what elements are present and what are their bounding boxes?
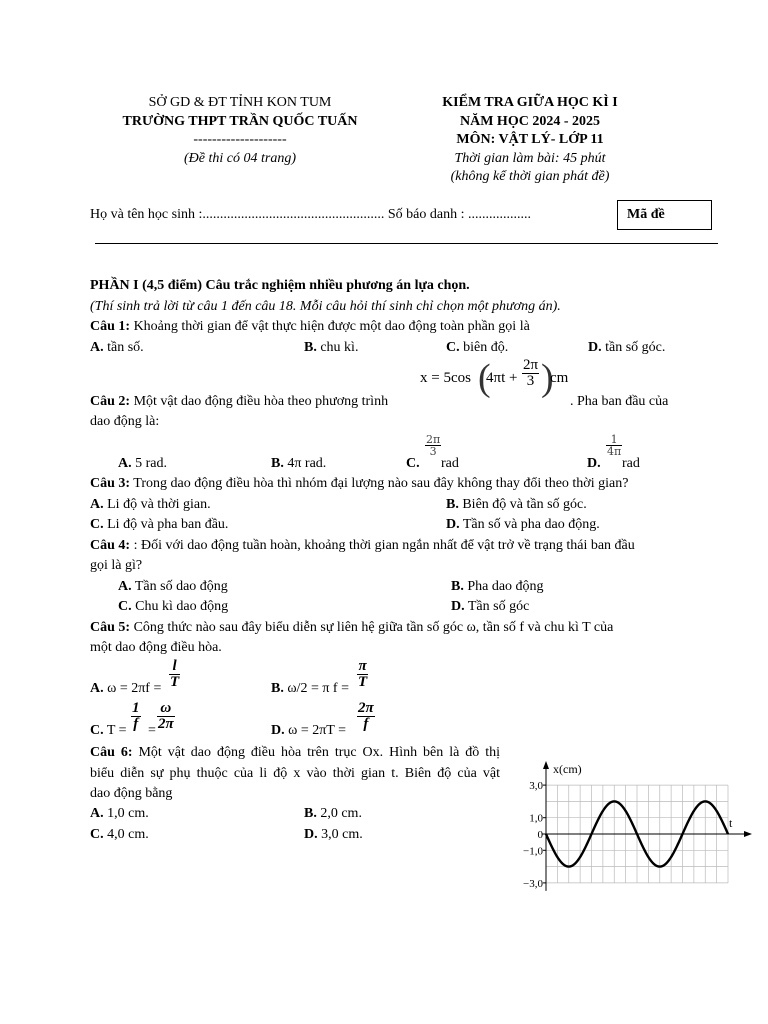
exam-title: KIỂM TRA GIỮA HỌC KÌ I bbox=[442, 95, 618, 110]
y-tick-label: 0 bbox=[537, 829, 543, 841]
q5-option-c-equals: = bbox=[148, 723, 156, 738]
q3-option-a[interactable]: A. Li độ và thời gian. bbox=[90, 497, 211, 512]
y-tick-label: −1,0 bbox=[523, 845, 543, 858]
q4-option-a[interactable]: A. Tần số dao động bbox=[118, 579, 228, 594]
q2-option-c-unit: rad bbox=[441, 456, 459, 471]
q2-option-a[interactable]: A. 5 rad. bbox=[118, 456, 168, 471]
q6-option-c[interactable]: C. 4,0 cm. bbox=[90, 827, 149, 842]
graph-y-label: x(cm) bbox=[553, 762, 582, 776]
q2-option-b[interactable]: B. 4π rad. bbox=[271, 456, 327, 471]
q5-option-d[interactable]: D. ω = 2πT = bbox=[271, 723, 346, 738]
graph-axes bbox=[542, 761, 752, 891]
y-tick-label: −3,0 bbox=[523, 877, 543, 890]
header-right bbox=[400, 94, 660, 187]
q2-option-d[interactable]: D. bbox=[587, 456, 601, 471]
graph-y-ticks bbox=[523, 780, 546, 890]
q5-option-c[interactable]: C. T = bbox=[90, 723, 127, 738]
q2-option-d-fraction: $\frac{1}{4\pi}$ bbox=[607, 433, 622, 458]
exam-code-box: Mã đề bbox=[617, 200, 712, 230]
header-left bbox=[90, 94, 390, 168]
displacement-time-graph bbox=[500, 755, 760, 900]
q5-option-b[interactable]: B. ω/2 = π f = bbox=[271, 681, 349, 696]
q5-option-a[interactable]: A. ω = 2πf = bbox=[90, 681, 162, 696]
q1-option-d[interactable]: D. tần số góc. bbox=[588, 340, 666, 355]
q4-option-b[interactable]: B. Pha dao động bbox=[451, 579, 544, 594]
department-name: SỞ GD & ĐT TỈNH KON TUM bbox=[148, 95, 332, 110]
question-2-tail: . Pha ban đầu của bbox=[570, 394, 669, 409]
q4-option-d[interactable]: D. Tần số góc bbox=[451, 599, 530, 614]
q5-option-c-fraction-2: $\frac{\omega}{2\pi}$ bbox=[158, 700, 174, 732]
q2-option-d-unit: rad bbox=[622, 456, 640, 471]
question-4: Câu 4: : Đối với dao động tuần hoàn, khoảng thời gian ngắn nhất để vật trở về trạng thái ban đầu bbox=[90, 538, 635, 553]
x-axis-arrow bbox=[744, 831, 752, 837]
question-4-cont: gọi là gì? bbox=[90, 558, 143, 573]
page-count-note: (Đề thi có 04 trang) bbox=[184, 150, 296, 166]
q1-option-c[interactable]: C. biên độ. bbox=[446, 340, 509, 355]
q2-option-c[interactable]: C. bbox=[406, 456, 420, 471]
section-instructions: (Thí sinh trả lời từ câu 1 đến câu 18. Mỗi câu hỏi thí sinh chỉ chọn một phương án). bbox=[90, 299, 561, 314]
question-3: Câu 3: Trong dao động điều hòa thì nhóm đại lượng nào sau đây không thay đổi theo thời gian? bbox=[90, 476, 629, 491]
q6-option-a[interactable]: A. 1,0 cm. bbox=[90, 806, 149, 821]
y-axis-arrow bbox=[543, 761, 549, 769]
time-limit: Thời gian làm bài: 45 phút bbox=[454, 150, 606, 166]
q1-option-b[interactable]: B. chu kì. bbox=[304, 340, 359, 355]
q4-option-c[interactable]: C. Chu kì dao động bbox=[118, 599, 229, 614]
question-2: Câu 2: Một vật dao động điều hòa theo phương trình bbox=[90, 394, 389, 409]
q5-option-b-fraction: $\frac{\pi}{T}$ bbox=[358, 658, 368, 690]
y-tick-label: 1,0 bbox=[529, 812, 543, 825]
question-5: Câu 5: Công thức nào sau đây biểu diễn sự liên hệ giữa tần số góc ω, tần số f và chu kì T của bbox=[90, 620, 614, 635]
school-year: NĂM HỌC 2024 - 2025 bbox=[460, 113, 600, 129]
question-1: Câu 1: Khoảng thời gian để vật thực hiện được một dao động toàn phần gọi là bbox=[90, 319, 530, 334]
student-info-line: Họ và tên học sinh :.................................................... Số báo danh : .................. bbox=[90, 207, 531, 222]
question-2-cont: dao động là: bbox=[90, 414, 160, 429]
school-name: TRƯỜNG THPT TRẦN QUỐC TUẤN bbox=[122, 113, 358, 129]
y-tick-label: 3,0 bbox=[529, 780, 543, 793]
q5-option-d-fraction: $\frac{2\pi}{f}$ bbox=[358, 700, 374, 732]
q6-option-b[interactable]: B. 2,0 cm. bbox=[304, 806, 362, 821]
graph-x-label: t bbox=[729, 816, 733, 830]
header-separator: -------------------- bbox=[193, 132, 287, 147]
q5-option-a-fraction: $\frac{l}{T}$ bbox=[170, 658, 180, 690]
q2-option-c-fraction: $\frac{2\pi}{3}$ bbox=[426, 433, 441, 458]
q6-option-d[interactable]: D. 3,0 cm. bbox=[304, 827, 363, 842]
q1-option-a[interactable]: A. tần số. bbox=[90, 340, 144, 355]
question-5-cont: một dao động điều hòa. bbox=[90, 640, 222, 655]
q5-option-c-fraction-1: $\frac{1}{f}$ bbox=[132, 700, 140, 732]
question-6: Câu 6: Một vật dao động điều hòa trên trục Ox. Hình bên là đồ thị biểu diễn sự phụ thuộc của li độ x vào thời gian t. Biên độ của vật dao động bằng bbox=[90, 745, 500, 801]
q3-option-d[interactable]: D. Tần số và pha dao động. bbox=[446, 517, 600, 532]
q3-option-c[interactable]: C. Li độ và pha ban đầu. bbox=[90, 517, 229, 532]
subject: MÔN: VẬT LÝ- LỚP 11 bbox=[456, 132, 604, 147]
header-divider bbox=[95, 243, 718, 244]
q3-option-b[interactable]: B. Biên độ và tần số góc. bbox=[446, 497, 587, 512]
section-title: PHẦN I (4,5 điểm) Câu trắc nghiệm nhiều phương án lựa chọn. bbox=[90, 278, 470, 293]
time-note: (không kể thời gian phát đề) bbox=[450, 169, 610, 184]
